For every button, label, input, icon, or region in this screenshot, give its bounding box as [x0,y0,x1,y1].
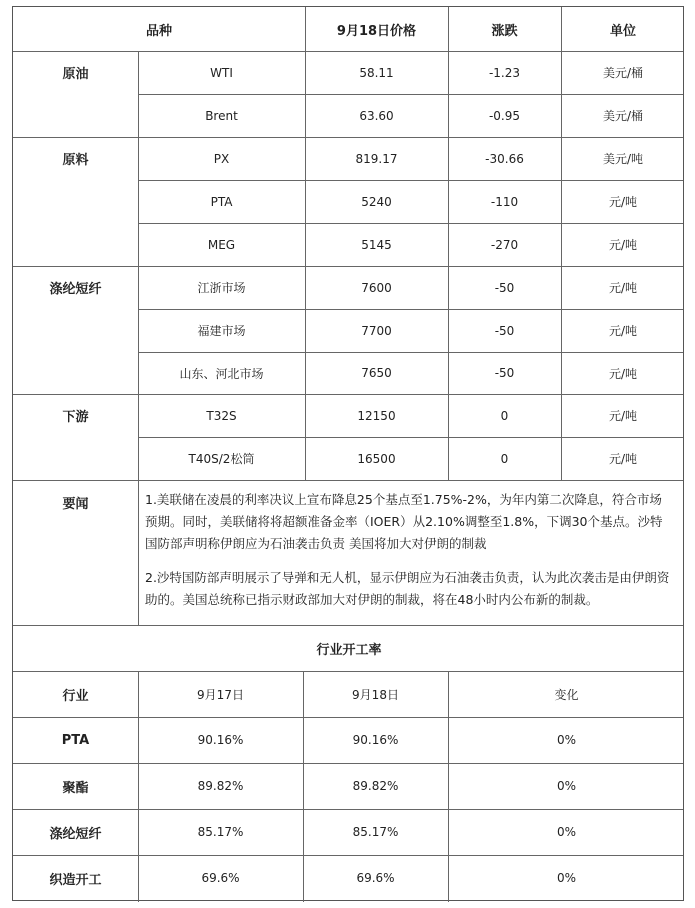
price-value: 5145 [361,237,392,252]
group-divider [13,480,683,481]
product-name: 福建市场 [197,324,246,338]
price-value: 58.11 [359,65,394,80]
change-value: 0 [500,408,509,423]
product-name: T40S/2松筒 [188,452,255,466]
unit-value: 元/吨 [608,238,638,252]
product-name: T32S [206,408,237,423]
unit-value: 元/吨 [608,281,638,295]
header-date2: 9月18日 [352,687,399,702]
product-name: 山东、河北市场 [179,366,264,381]
rate-change: 0% [556,871,577,885]
product-name: WTI [210,65,233,80]
rate-value: 90.16% [197,733,244,747]
category-crude-oil: 原油 [62,67,89,82]
unit-value: 美元/吨 [602,152,644,166]
price-value: 7700 [361,323,392,338]
change-value: -30.66 [485,151,524,166]
rate-change: 0% [556,825,577,839]
industry-name: PTA [61,732,90,748]
product-name: PTA [210,194,233,209]
category-polyester-staple: 涤纶短纤 [49,282,102,297]
category-raw-material: 原料 [62,153,89,168]
header-unit: 单位 [609,23,636,39]
header-variety: 品种 [145,23,172,39]
rate-value: 89.82% [197,779,244,793]
price-value: 5240 [361,194,392,209]
rate-value: 89.82% [352,779,399,793]
product-name: PX [213,151,230,166]
rate-change: 0% [556,779,577,793]
rate-value: 69.6% [356,871,395,885]
header-date1: 9月17日 [197,687,244,702]
section-title: 行业开工率 [316,642,382,658]
change-value: -1.23 [488,65,521,80]
unit-value: 元/吨 [608,366,638,381]
industry-name: 织造开工 [49,872,102,888]
price-value: 63.60 [359,108,394,123]
unit-value: 美元/桶 [602,66,644,80]
header-rate-change: 变化 [554,687,579,702]
change-value: -270 [490,237,519,252]
unit-value: 美元/桶 [602,109,644,123]
change-value: 0 [500,451,509,466]
change-value: -0.95 [488,108,521,123]
rate-change: 0% [556,733,577,747]
product-name: Brent [205,108,238,123]
rate-value: 69.6% [201,871,240,885]
price-value: 16500 [357,451,396,466]
change-value: -50 [494,280,515,295]
rate-value: 90.16% [352,733,399,747]
rate-value: 85.17% [352,825,399,839]
price-value: 12150 [357,408,396,423]
change-value: -50 [494,366,515,380]
header-industry: 行业 [62,688,89,704]
price-value: 7600 [361,280,392,295]
category-downstream: 下游 [62,410,89,425]
news-item: 2.沙特国防部声明展示了导弹和无人机，显示伊朗应为石油袭击负责，认为此次袭击是由伊朗资助的。美国总统称已指示财政部加大对伊朗的制裁，将在48小时内公布新的制裁。 [145,570,670,607]
unit-value: 元/吨 [608,324,638,338]
price-value: 7650 [361,366,392,380]
news-item: 1.美联储在凌晨的利率决议上宣布降息25个基点至1.75%-2%，为年内第二次降息，符合市场预期。同时，美联储将将超额准备金率（IOER）从2.10%调整至1.8%，下调30个基点。沙特国防部声明称伊朗应为石油袭击负责 美国将加大对伊朗的制裁 [145,492,663,551]
industry-name: 聚酯 [62,780,89,796]
header-change: 涨跌 [491,23,518,39]
header-price: 9月18日价格 [336,23,417,39]
price-value: 819.17 [355,151,398,166]
price-table [12,6,684,901]
rate-value: 85.17% [197,825,244,839]
unit-value: 元/吨 [608,409,638,423]
change-value: -50 [494,323,515,338]
product-name: 江浙市场 [197,281,246,295]
unit-value: 元/吨 [608,452,638,466]
unit-value: 元/吨 [608,195,638,209]
product-name: MEG [207,237,236,252]
industry-name: 涤纶短纤 [49,826,102,842]
change-value: -110 [490,194,519,209]
news-label: 要闻 [62,497,89,512]
